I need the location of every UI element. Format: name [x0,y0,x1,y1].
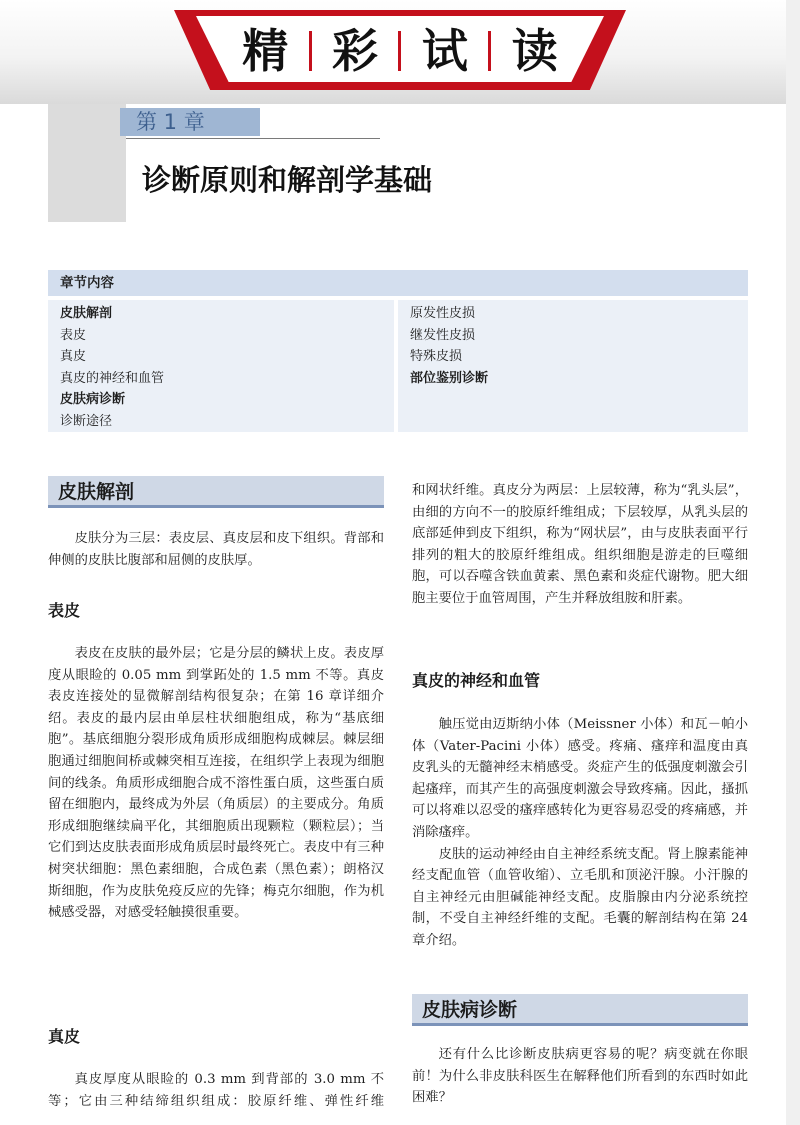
epidermis-paragraph-block [48,643,384,924]
banner-char-1: 精 [242,24,289,78]
toc-item: 诊断途径 [60,413,113,429]
banner-separator [488,31,491,71]
subheading-epidermis: 表皮 [48,601,81,620]
dermis-continued-block [412,480,748,610]
contents-heading: 章节内容 [48,270,748,296]
paragraph: 表皮在皮肤的最外层；它是分层的鳞状上皮。表皮厚度从眼睑的 0.05 mm 到掌跖处的 1.5 mm 不等。真皮表皮连接处的显微解剖结构很复杂；在第 16 章详细介绍。表皮的最内层由单层柱状细胞组成，称为“基底细胞”。基底细胞分裂形成角质形成细胞构成棘层。棘层细胞通过细胞间桥或棘突相互连接，在组织学上表现为细胞间的线条。角质形成细胞合成不溶性蛋白质，这些蛋白质留在细胞内，最终成为外层（角质层）的主要成分。角质形成细胞继续扁平化，其细胞质出现颗粒（颗粒层）；当它们到达皮肤表面形成角质层时最终死亡。表皮中有三种树突状细胞：黑色素细胞，合成色素（黑色素）；朗格汉斯细胞，作为皮肤免疫反应的先锋；梅克尔细胞，作为机械感受器，对感受轻触摸很重要。 [48,646,384,921]
dermis-paragraph-block [48,1069,384,1112]
paragraph: 触压觉由迈斯纳小体（Meissner 小体）和瓦－帕小体（Vater-Pacini 小体）感受。疼痛、瘙痒和温度由真皮乳头的无髓神经末梢感受。炎症产生的低强度刺激会引起瘙痒，而其产生的高强度刺激会导致疼痛。因此，搔抓可以将难以忍受的瘙痒感转化为更容易忍受的疼痛感，并消除瘙痒。 [412,717,748,840]
paragraph: 还有什么比诊断皮肤病更容易的呢？病变就在你眼前！为什么非皮肤科医生在解释他们所看到的东西时如此困难？ [412,1047,748,1106]
chapter-title: 诊断原则和解剖学基础 [142,163,433,197]
toc-item: 表皮 [60,327,87,343]
banner-title [232,22,568,80]
paragraph: 皮肤分为三层：表皮层、真皮层和皮下组织。背部和伸侧的皮肤比腹部和屈侧的皮肤厚。 [48,531,384,568]
diagnosis-paragraph-block [412,1044,748,1109]
paragraph: 真皮厚度从眼睑的 0.3 mm 到背部的 3.0 mm 不等；它由三种结缔组织组成：胶原纤维、弹性纤维 [48,1072,384,1109]
subheading-dermis: 真皮 [48,1027,81,1046]
toc-item: 部位鉴别诊断 [410,370,489,386]
contents-right-column [398,300,748,432]
paragraph: 和网状纤维。真皮分为两层：上层较薄，称为“乳头层”，由细的方向不一的胶原纤维组成；下层较厚，从乳头层的底部延伸到皮下组织，称为“网状层”，由与皮肤表面平行排列的粗大的胶原纤维组成。组织细胞是游走的巨噬细胞，可以吞噬含铁血黄素、黑色素和炎症代谢物。肥大细胞主要位于血管周围，产生并释放组胺和肝素。 [412,483,748,606]
toc-item: 继发性皮损 [410,327,476,343]
paragraph: 皮肤的运动神经由自主神经系统支配。肾上腺素能神经支配血管（血管收缩）、立毛肌和顶泌汗腺。小汗腺的自主神经元由胆碱能神经支配。皮脂腺由内分泌系统控制，不受自主神经纤维的支配。毛囊的解剖结构在第 24 章介绍。 [412,846,748,948]
chapter-side-block [48,104,126,222]
toc-item: 原发性皮损 [410,306,476,321]
intro-paragraph-block [48,528,384,571]
subheading-nerves-vessels: 真皮的神经和血管 [412,671,541,690]
page-edge [786,0,800,1125]
chapter-divider [126,138,380,139]
toc-item: 真皮的神经和血管 [60,370,165,386]
toc-item: 皮肤病诊断 [60,392,126,407]
contents-left-column [48,300,394,432]
banner-separator [309,31,312,71]
banner-char-2: 彩 [332,24,379,78]
toc-item: 特殊皮损 [410,349,463,364]
section-heading-diagnosis: 皮肤病诊断 [412,994,748,1026]
section-heading-skin-anatomy: 皮肤解剖 [48,476,384,508]
chapter-number: 第 1 章 [120,108,260,136]
nerves-paragraph-block [412,714,748,952]
banner-separator [398,31,401,71]
banner-char-3: 试 [421,24,468,78]
banner-char-4: 读 [511,24,558,78]
toc-item: 皮肤解剖 [60,306,113,321]
chapter-contents [48,270,748,432]
toc-item: 真皮 [60,349,87,364]
